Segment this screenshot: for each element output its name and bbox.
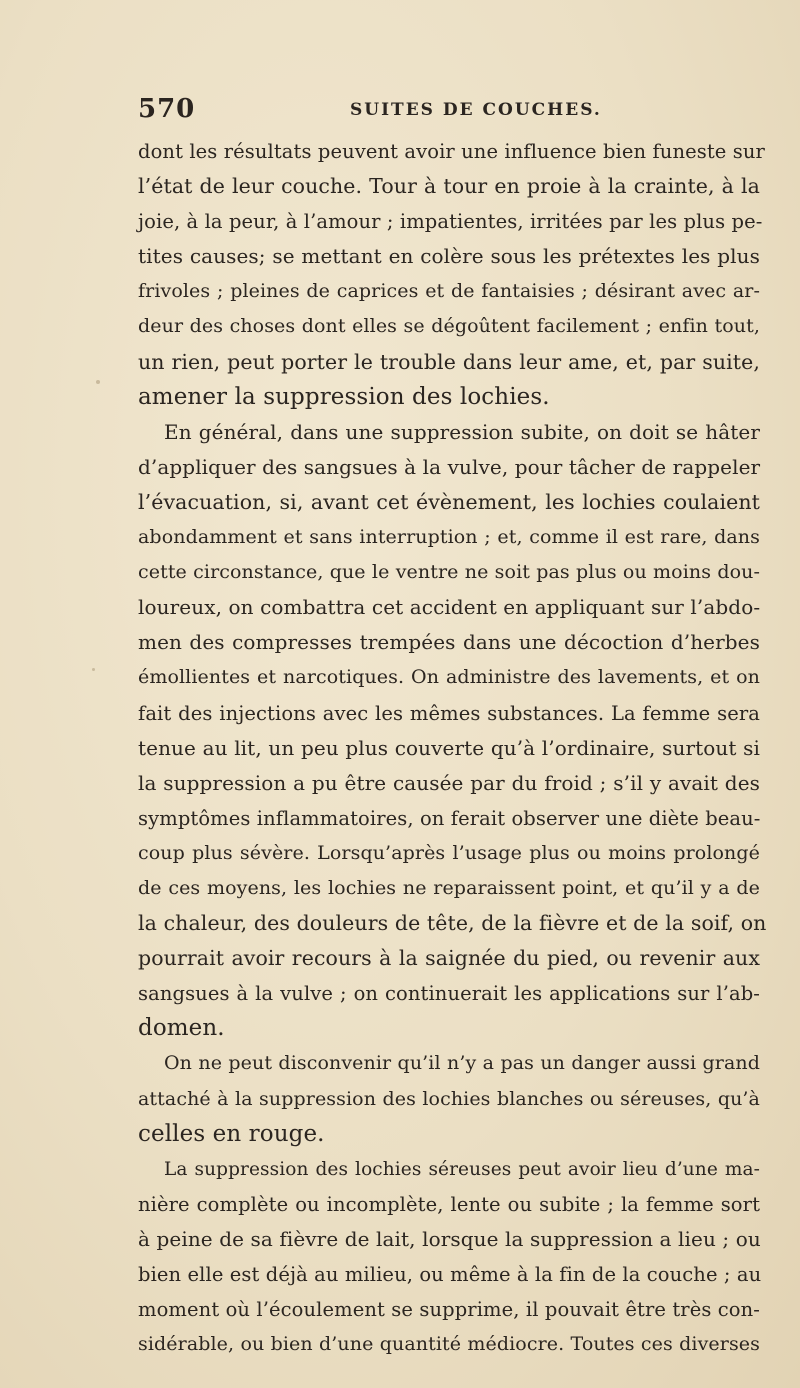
paper-speck bbox=[92, 668, 95, 671]
text-line: l’évacuation, si, avant cet évènement, les lochies coulaient bbox=[138, 489, 760, 514]
text-line: la chaleur, des douleurs de tête, de la fièvre et de la soif, on bbox=[138, 911, 767, 936]
text-line: l’état de leur couche. Tour à tour en proie à la crainte, à la bbox=[138, 174, 760, 199]
text-line: pourrait avoir recours à la saignée du pied, ou revenir aux bbox=[138, 946, 760, 971]
text-line: celles en rouge. bbox=[138, 1120, 325, 1147]
text-line: un rien, peut porter le trouble dans leur ame, et, par suite, bbox=[138, 349, 760, 374]
text-line: la suppression a pu être causée par du froid ; s’il y avait des bbox=[138, 770, 760, 795]
text-line: symptômes inflammatoires, on ferait observer une diète beau- bbox=[138, 806, 761, 830]
text-line: coup plus sévère. Lorsqu’après l’usage plus ou moins prolongé bbox=[138, 841, 760, 864]
text-line: En général, dans une suppression subite, on doit se hâter bbox=[164, 419, 760, 444]
text-line: domen. bbox=[138, 1015, 225, 1042]
text-line: moment où l’écoulement se supprime, il pouvait être très con- bbox=[138, 1298, 760, 1322]
running-title: SUITES DE COUCHES. bbox=[350, 100, 602, 120]
text-line: La suppression des lochies séreuses peut avoir lieu d’une ma- bbox=[164, 1158, 760, 1180]
text-line: cette circonstance, que le ventre ne soit pas plus ou moins dou- bbox=[138, 561, 760, 584]
text-line: nière complète ou incomplète, lente ou subite ; la femme sort bbox=[138, 1192, 760, 1216]
text-line: de ces moyens, les lochies ne reparaissent point, et qu’il y a de bbox=[138, 876, 760, 899]
text-line: loureux, on combattra cet accident en appliquant sur l’abdo- bbox=[138, 595, 761, 620]
body-text bbox=[138, 134, 767, 1362]
text-line: joie, à la peur, à l’amour ; impatientes, irritées par les plus pe- bbox=[138, 210, 763, 234]
text-line: bien elle est déjà au milieu, ou même à la fin de la couche ; au bbox=[138, 1263, 762, 1286]
page-header bbox=[138, 94, 758, 128]
text-line: amener la suppression des lochies. bbox=[138, 383, 550, 410]
text-line: abondamment et sans interruption ; et, comme il est rare, dans bbox=[138, 526, 760, 549]
text-line: tites causes; se mettant en colère sous les prétextes les plus bbox=[138, 244, 760, 269]
text-line: On ne peut disconvenir qu’il n’y a pas un danger aussi grand bbox=[164, 1052, 760, 1075]
text-line: fait des injections avec les mêmes substances. La femme sera bbox=[138, 701, 760, 725]
text-line: frivoles ; pleines de caprices et de fantaisies ; désirant avec ar- bbox=[138, 280, 760, 303]
page-number: 570 bbox=[138, 94, 196, 124]
paper-speck bbox=[96, 380, 100, 384]
text-line: attaché à la suppression des lochies blanches ou séreuses, qu’à bbox=[138, 1087, 760, 1110]
text-line: d’appliquer des sangsues à la vulve, pour tâcher de rappeler bbox=[138, 454, 761, 479]
text-line: dont les résultats peuvent avoir une influence bien funeste sur bbox=[138, 140, 765, 163]
text-line: deur des choses dont elles se dégoûtent facilement ; enfin tout, bbox=[138, 315, 760, 338]
text-line: men des compresses trempées dans une décoction d’herbes bbox=[138, 630, 760, 655]
text-line: tenue au lit, un peu plus couverte qu’à l’ordinaire, surtout si bbox=[138, 735, 760, 760]
text-line: sangsues à la vulve ; on continuerait les applications sur l’ab- bbox=[138, 982, 760, 1006]
text-line: émollientes et narcotiques. On administre des lavements, et on bbox=[138, 666, 760, 689]
text-line: à peine de sa fièvre de lait, lorsque la suppression a lieu ; ou bbox=[138, 1226, 761, 1251]
text-line: sidérable, ou bien d’une quantité médiocre. Toutes ces diverses bbox=[138, 1333, 760, 1356]
